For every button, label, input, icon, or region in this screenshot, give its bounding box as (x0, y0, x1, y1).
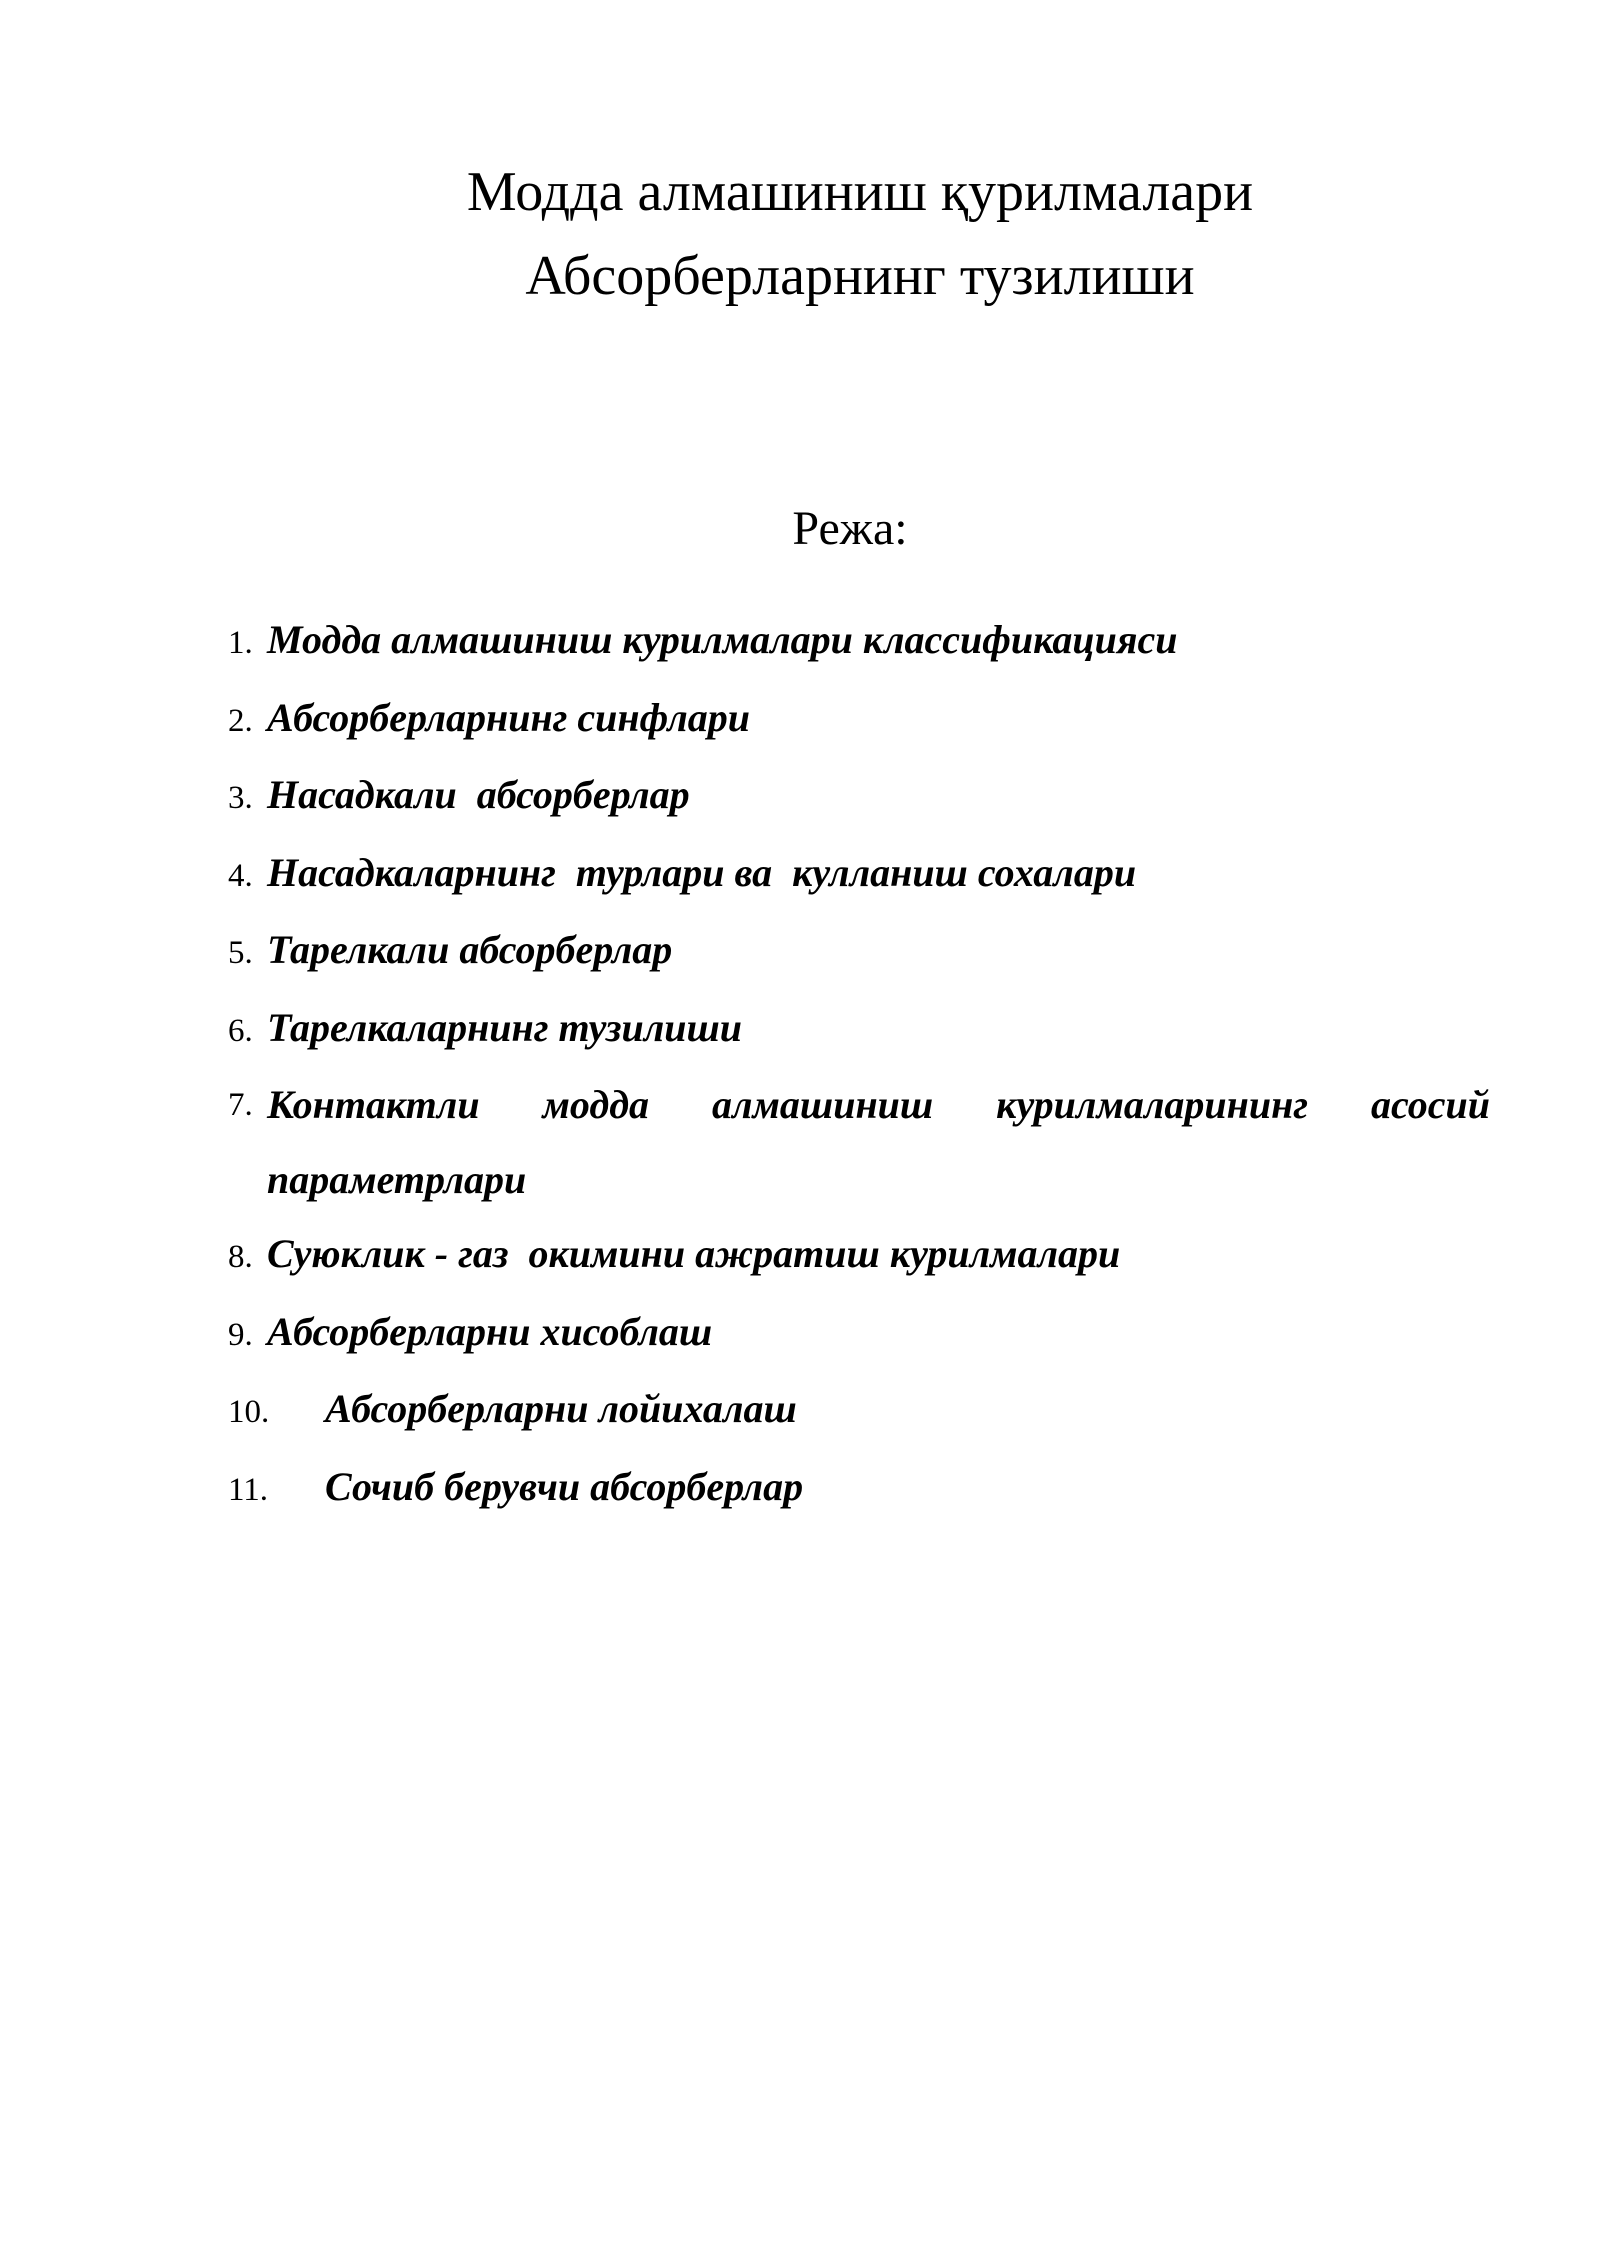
item-word: алмашиниш (711, 1082, 934, 1127)
list-item (228, 991, 1490, 1069)
item-number: 6. (228, 1012, 253, 1049)
list-item (228, 913, 1490, 991)
item-number: 4. (228, 857, 253, 894)
item-text: Сочиб берувчи абсорберлар (325, 1463, 804, 1509)
item-number: 7. (228, 1087, 253, 1123)
item-text-continuation: параметрлари (267, 1156, 527, 1202)
document-title (360, 150, 1360, 318)
list-item (228, 603, 1490, 681)
item-number: 8. (228, 1239, 253, 1275)
list-item (228, 758, 1490, 836)
item-word: курилмаларининг (996, 1082, 1309, 1127)
item-number: 10. (228, 1394, 270, 1430)
item-number: 3. (228, 780, 253, 816)
plan-heading: Режа: (792, 502, 908, 555)
item-text: Модда алмашиниш курилмалари классификацияси (267, 617, 1178, 662)
list-item (228, 1295, 1490, 1373)
item-word: асосий (1370, 1082, 1490, 1127)
list-item (228, 1450, 1490, 1528)
list-item (228, 1068, 1490, 1217)
item-text: Насадкали абсорберлар (267, 772, 690, 817)
plan-list (228, 603, 1490, 1527)
item-text: Насадкаларнинг турлари ва кулланиш сохалари (267, 849, 1137, 895)
item-justified-line (228, 1068, 1490, 1143)
item-text: Тарелкали абсорберлар (267, 927, 673, 972)
item-word: модда (542, 1082, 650, 1127)
item-number: 11. (228, 1471, 269, 1508)
title-line-2: Абсорберларнинг тузилиши (525, 245, 1195, 307)
item-text: Суюклик - газ окимини ажратиш курилмалари (267, 1231, 1121, 1276)
item-number: 2. (228, 702, 253, 739)
title-line-1: Модда алмашиниш қурилмалари (466, 161, 1254, 223)
item-number: 5. (228, 935, 253, 971)
list-item (228, 836, 1490, 914)
item-text: Абсорберларни лойихалаш (325, 1386, 797, 1431)
item-word: Контактли (267, 1082, 480, 1127)
item-text: Тарелкаларнинг тузилиши (267, 1004, 743, 1050)
list-item (228, 1372, 1490, 1450)
item-text: Абсорберларни хисоблаш (267, 1308, 713, 1354)
item-number: 1. (228, 625, 253, 661)
list-item (228, 681, 1490, 759)
list-item (228, 1217, 1490, 1295)
item-number: 9. (228, 1316, 253, 1353)
item-text: Абсорберларнинг синфлари (267, 694, 751, 740)
